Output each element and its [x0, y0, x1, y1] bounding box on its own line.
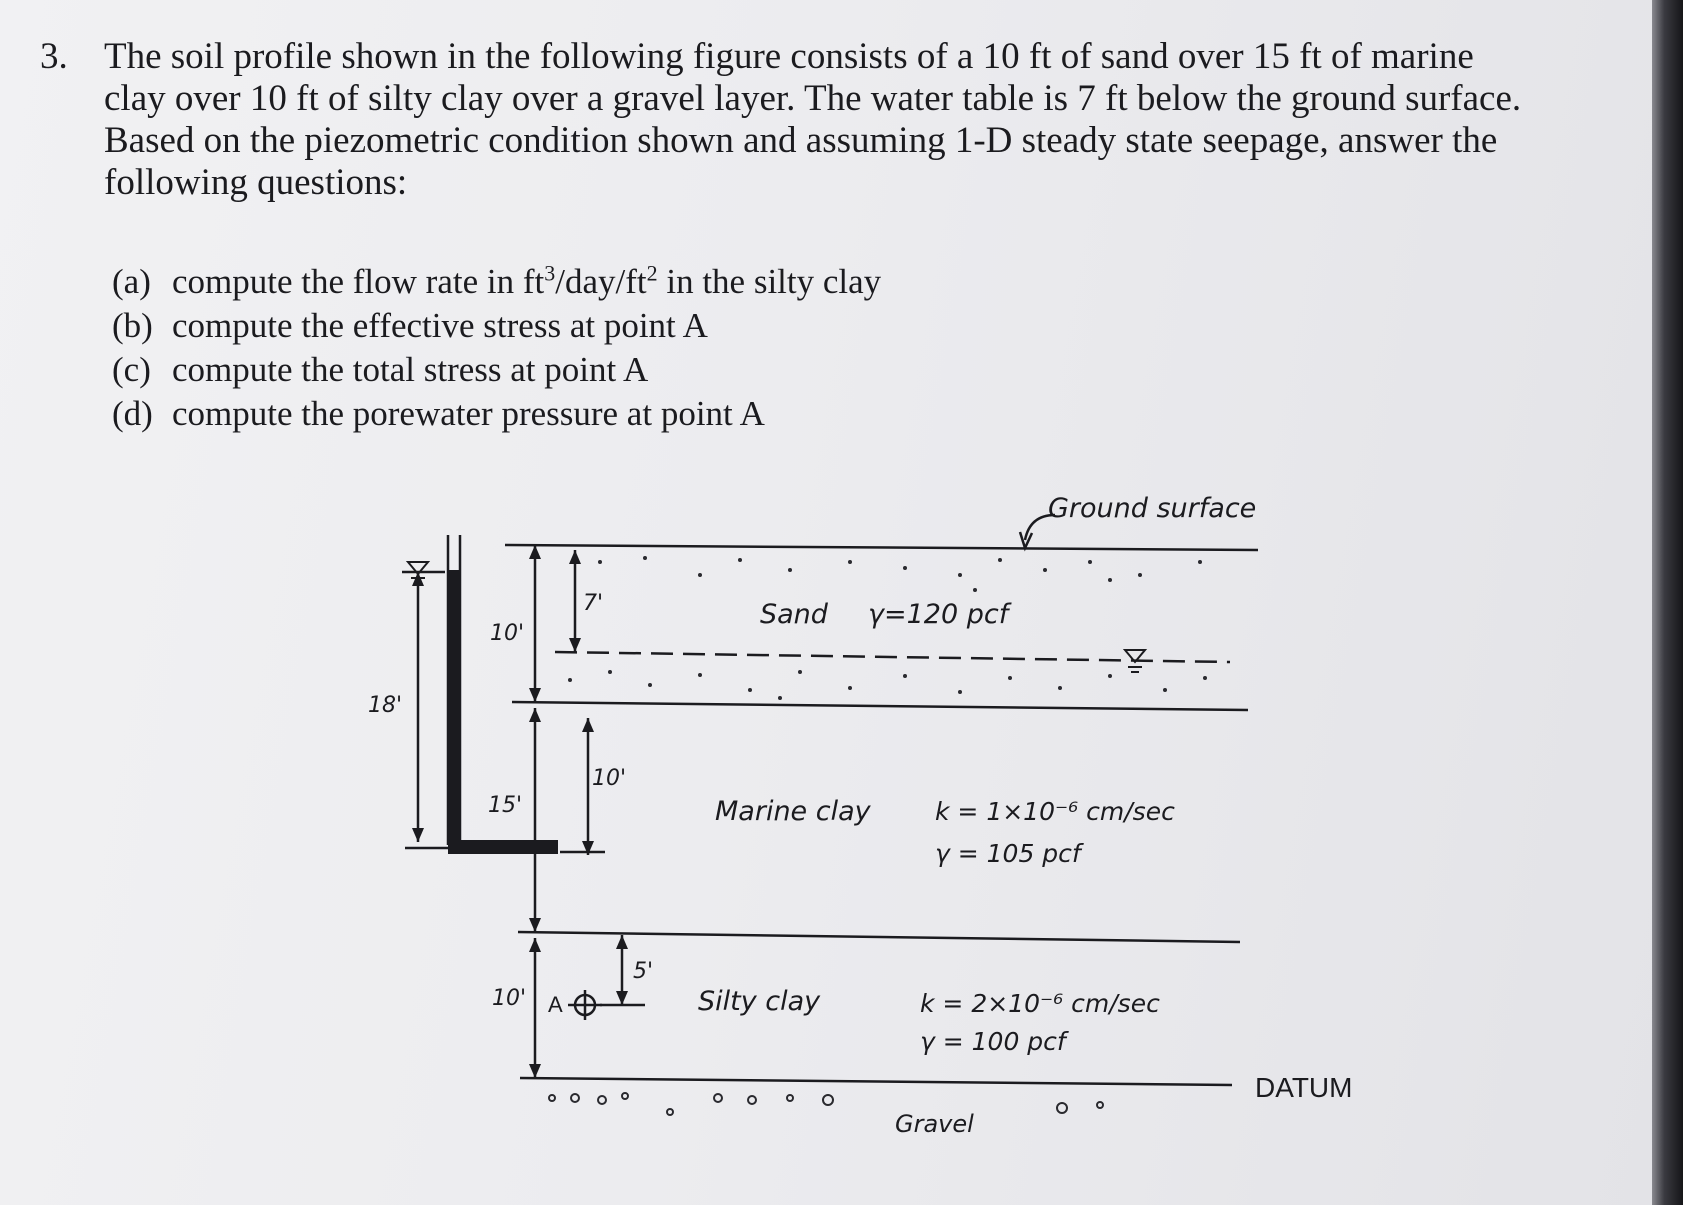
gravel-symbols — [549, 1093, 1103, 1115]
arrowhead — [569, 550, 581, 564]
part-a-text-3: in the silty clay — [657, 262, 882, 301]
part-a-text-1: compute the flow rate in ft — [172, 262, 545, 301]
sand-clay-boundary — [512, 702, 1248, 710]
piezo-depth-label: 10' — [592, 766, 627, 791]
part-label: (a) — [112, 262, 151, 301]
clay-silty-clay-boundary — [518, 932, 1240, 942]
marine-clay-gamma-label: γ = 105 pcf — [935, 839, 1081, 868]
part-c-text: compute the total stress at point A — [172, 350, 649, 389]
silty-clay-thickness-label: 10' — [492, 986, 527, 1011]
part-a-sup-1: 3 — [544, 260, 556, 286]
arrowhead — [529, 938, 541, 952]
arrowhead — [529, 545, 541, 559]
piezometer-water-column — [448, 570, 460, 848]
datum-line — [520, 1078, 1232, 1085]
arrowhead — [569, 638, 581, 652]
point-a-label: A — [548, 992, 563, 1017]
arrowhead — [529, 1064, 541, 1078]
question-line-2: clay over 10 ft of silty clay over a gravel layer. The water table is 7 ft below the ground surface. — [104, 78, 1522, 119]
question-number: 3. — [40, 36, 68, 77]
ground-surface-line — [505, 545, 1258, 550]
gravel-label: Gravel — [895, 1110, 974, 1138]
piezometer-tip — [448, 840, 558, 854]
part-a-text-2: /day/ft — [555, 262, 647, 301]
question-line-4: following questions: — [104, 162, 408, 203]
marine-clay-k-label: k = 1×10⁻⁶ cm/sec — [935, 797, 1175, 826]
arrowhead — [529, 918, 541, 932]
sand-thickness-label: 10' — [490, 621, 525, 646]
part-label: (d) — [112, 394, 153, 433]
arrowhead — [529, 688, 541, 702]
question-line-3: Based on the piezometric condition shown and assuming 1-D steady state seepage, answer the — [104, 120, 1498, 161]
arrowhead — [529, 708, 541, 722]
point-a-marker — [568, 990, 602, 1020]
part-b-text: compute the effective stress at point A — [172, 306, 708, 345]
arrowhead — [582, 718, 594, 732]
wt-depth-label: 7' — [583, 591, 604, 616]
part-label: (c) — [112, 350, 151, 389]
ground-surface-label: Ground surface — [1048, 493, 1257, 524]
arrowhead — [616, 991, 628, 1005]
part-d-text: compute the porewater pressure at point A — [172, 394, 765, 433]
datum-label: DATUM — [1255, 1072, 1353, 1103]
marine-clay-name-label: Marine clay — [715, 796, 871, 827]
sand-name-label: Sand — [760, 599, 828, 630]
part-label: (b) — [112, 306, 153, 345]
silty-clay-name-label: Silty clay — [698, 986, 821, 1017]
marine-clay-thickness-label: 15' — [488, 793, 523, 818]
part-a-sup-2: 2 — [646, 260, 658, 286]
sand-gamma-label: γ=120 pcf — [868, 599, 1009, 630]
arrowhead — [412, 828, 424, 842]
arrowhead — [616, 935, 628, 949]
silty-clay-gamma-label: γ = 100 pcf — [920, 1027, 1066, 1056]
question-line-1: The soil profile shown in the following figure consists of a 10 ft of sand over 15 ft of marine — [104, 36, 1474, 77]
piezometer-height-label: 18' — [368, 693, 403, 718]
point-a-height-label: 5' — [633, 959, 654, 984]
silty-clay-k-label: k = 2×10⁻⁶ cm/sec — [920, 989, 1160, 1018]
